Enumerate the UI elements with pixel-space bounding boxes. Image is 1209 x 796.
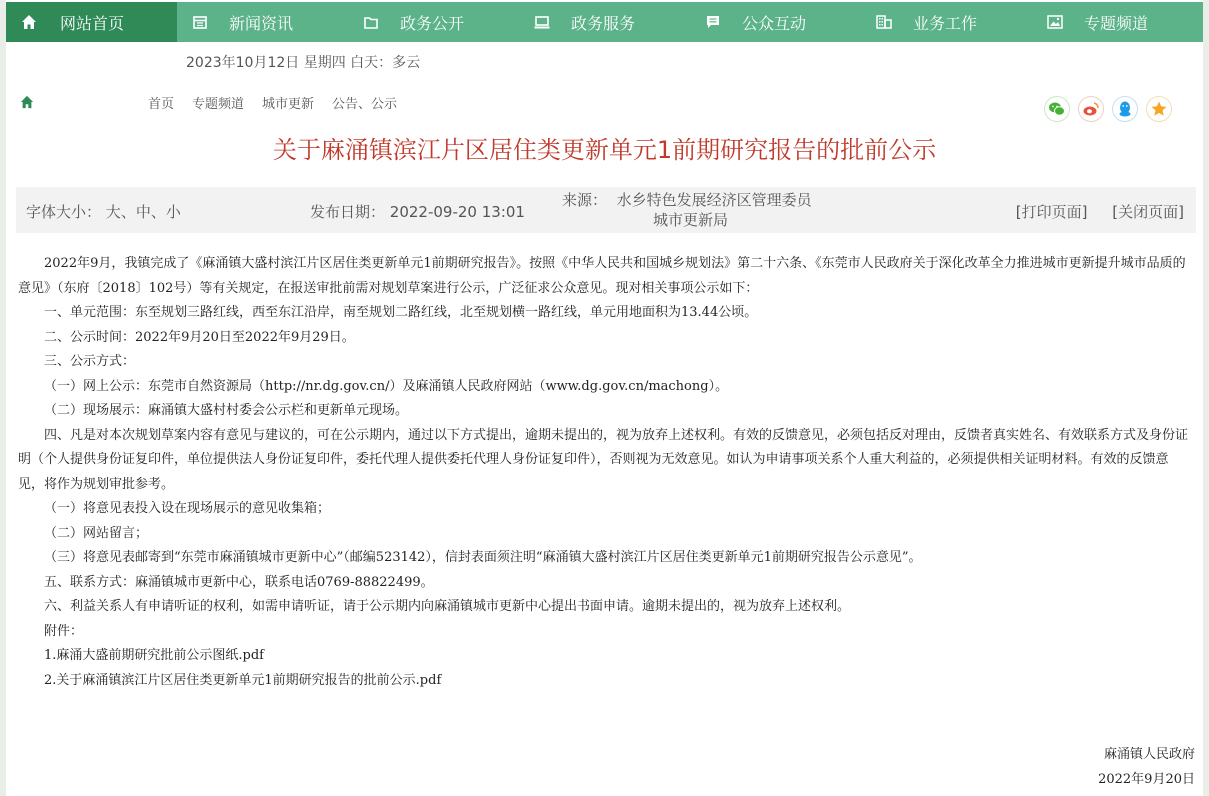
breadcrumb	[148, 93, 415, 112]
sign-date: 2022年9月20日	[1098, 772, 1195, 787]
attachment-row	[18, 669, 1193, 694]
nav-item-interaction[interactable]	[690, 2, 861, 42]
paragraph: 三、公示方式：	[44, 354, 136, 369]
paragraph: 六、利益关系人有申请听证的权利，如需申请听证，请于公示期内向麻涌镇城市更新中心提出书面申请。逾期未提出的，视为放弃上述权利。	[44, 599, 851, 614]
attachment-row	[18, 644, 1193, 669]
signer: 麻涌镇人民政府	[1103, 747, 1195, 762]
chat-icon	[704, 13, 722, 31]
paragraph: （二）现场展示：麻涌镇大盛村村委会公示栏和更新单元现场。	[44, 403, 409, 418]
source-label: 来源：	[562, 191, 608, 209]
qq-icon[interactable]	[1112, 96, 1138, 122]
paragraph: （一）将意见表投入设在现场展示的意见收集箱；	[44, 501, 331, 516]
image-icon	[1046, 13, 1064, 31]
nav-item-gov-public[interactable]	[348, 2, 519, 42]
date-weather: 2023年10月12日 星期四 白天：多云	[186, 55, 421, 71]
article-body	[18, 252, 1193, 693]
nav-label: 政务服务	[571, 13, 636, 33]
paragraph: 2022年9月，我镇完成了《麻涌镇大盛村滨江片区居住类更新单元1前期研究报告》。按照《中华人民共和国城乡规划法》第二十六条、《东莞市人民政府关于深化改革全力推进城市更新提升城市品质的意见》（东府〔2018〕102号）等有关规定，在报送审批前需对规划草案进行公示，广泛征求公众意见。现对相关事项公示如下：	[18, 256, 1186, 296]
nav-label: 业务工作	[913, 13, 978, 33]
signature-block	[1098, 742, 1195, 792]
paragraph: 四、凡是对本次规划草案内容有意见与建议的，可在公示期内，通过以下方式提出，逾期未提出的，视为放弃上述权利。有效的反馈意见，必须包括反对理由，反馈者真实姓名、有效联系方式及身份证明（个人提供身份证复印件，单位提供法人身份证复印件，委托代理人提供委托代理人身份证复印件），否则视为无效意见。如认为申请事项关系个人重大利益的，必须提供相关证明材料。有效的反馈意见，将作为规划审批参考。	[18, 427, 1189, 492]
font-size-control	[26, 201, 181, 222]
separator: 、	[120, 203, 136, 221]
close-page-button[interactable]: [关闭页面]	[1112, 203, 1184, 221]
nav-item-topics[interactable]	[1032, 2, 1203, 42]
source	[562, 190, 812, 230]
folder-icon	[362, 13, 380, 31]
nav-label: 政务公开	[400, 13, 465, 33]
attachments-label: 附件：	[44, 623, 84, 639]
article-title: 关于麻涌镇滨江片区居住类更新单元1前期研究报告的批前公示	[272, 136, 937, 164]
nav-label: 公众互动	[742, 13, 807, 33]
paragraph: （三）将意见表邮寄到“东莞市麻涌镇城市更新中心”（邮编523142），信封表面须注明“麻涌镇大盛村滨江片区居住类更新单元1前期研究报告公示意见”。	[44, 550, 922, 565]
nav-item-news[interactable]	[177, 2, 348, 42]
share-bar	[1044, 96, 1172, 122]
nav-item-business[interactable]	[861, 2, 1032, 42]
source-value-line2: 城市更新局	[653, 211, 729, 229]
nav-label: 新闻资讯	[229, 13, 294, 33]
nav-item-home[interactable]	[6, 2, 177, 42]
paragraph: 一、单元范围：东至规划三路红线，西至东江沿岸，南至规划二路红线，北至规划横一路红线，单元用地面积为13.44公顷。	[44, 305, 758, 320]
breadcrumb-item-home[interactable]: 首页	[148, 97, 175, 112]
breadcrumb-item-urban-renewal[interactable]: 城市更新	[262, 97, 315, 112]
calendar-icon	[191, 13, 209, 31]
attachment-link[interactable]: 2.关于麻涌镇滨江片区居住类更新单元1前期研究报告的批前公示.pdf	[44, 672, 442, 688]
wechat-icon[interactable]	[1044, 96, 1070, 122]
font-size-medium[interactable]: 中	[135, 203, 151, 221]
paragraph: （一）网上公示：东莞市自然资源局（http://nr.dg.gov.cn/）及麻涌镇人民政府网站（www.dg.gov.cn/machong）。	[44, 378, 729, 394]
monitor-icon	[533, 13, 551, 31]
article-info-bar	[16, 187, 1196, 233]
publish-label: 发布日期：	[310, 203, 386, 221]
paragraph: （二）网站留言；	[44, 525, 149, 541]
breadcrumb-home-icon[interactable]	[20, 94, 34, 108]
breadcrumb-item-topics[interactable]: 专题频道	[192, 97, 245, 112]
font-size-label: 字体大小：	[26, 203, 102, 221]
page-actions	[996, 201, 1184, 222]
separator: 、	[150, 203, 166, 221]
building-icon	[875, 13, 893, 31]
favorite-icon[interactable]	[1146, 96, 1172, 122]
paragraph: 二、公示时间：2022年9月20日至2022年9月29日。	[44, 329, 355, 345]
print-page-button[interactable]: [打印页面]	[1015, 203, 1088, 221]
top-nav	[6, 2, 1203, 42]
publish-date	[310, 201, 525, 222]
weibo-icon[interactable]	[1078, 96, 1104, 122]
source-value-line1: 水乡特色发展经济区管理委员	[616, 191, 812, 209]
breadcrumb-item-notices[interactable]: 公告、公示	[332, 97, 398, 112]
page	[6, 0, 1203, 796]
font-size-small[interactable]: 小	[165, 203, 181, 221]
nav-label: 网站首页	[60, 13, 125, 33]
home-icon	[20, 13, 38, 31]
paragraph: 五、联系方式：麻涌镇城市更新中心，联系电话0769-88822499。	[44, 574, 434, 590]
publish-value: 2022-09-20 13:01	[389, 203, 525, 221]
font-size-large[interactable]: 大	[105, 203, 121, 221]
nav-item-gov-service[interactable]	[519, 2, 690, 42]
nav-label: 专题频道	[1084, 13, 1149, 33]
attachment-link[interactable]: 1.麻涌大盛前期研究批前公示图纸.pdf	[44, 648, 264, 663]
